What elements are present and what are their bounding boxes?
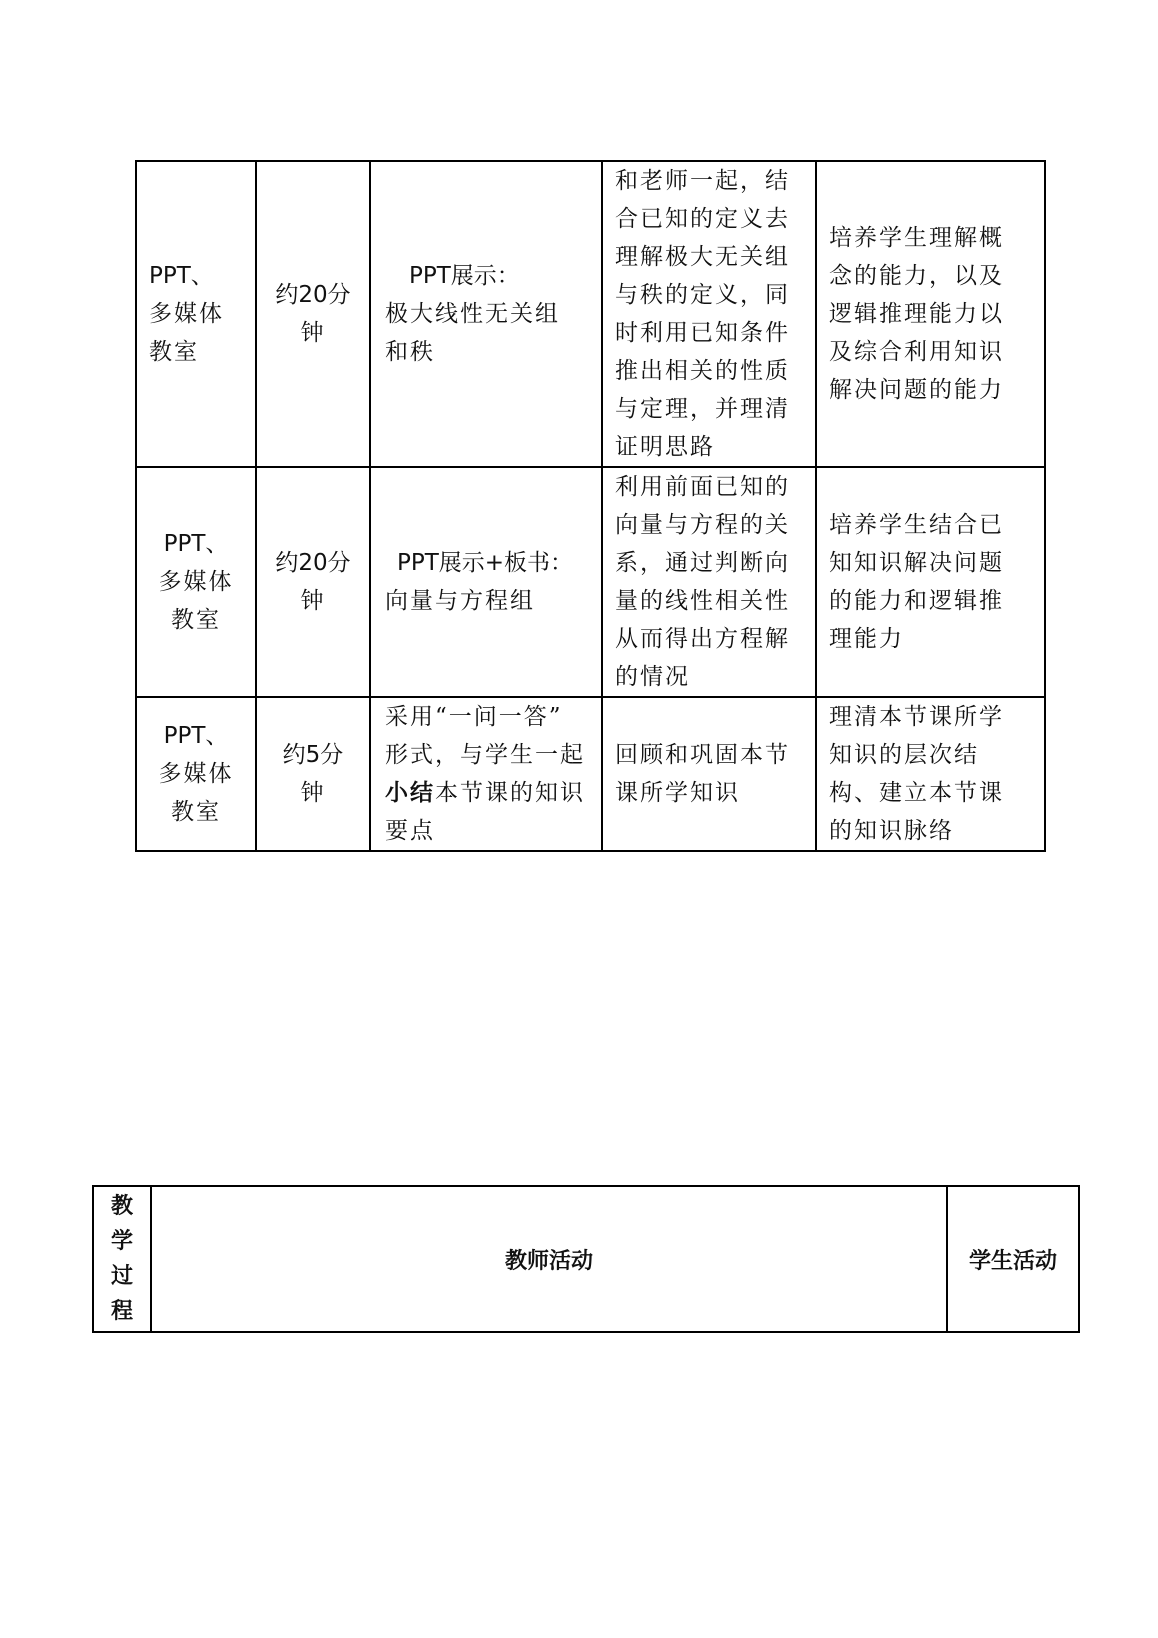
bold-keyword: 小结 bbox=[385, 779, 435, 806]
content-cell: PPT展示： 极大线性无关组 和秩 bbox=[370, 161, 602, 467]
student-activity-cell: 利用前面已知的 向量与方程的关 系，通过判断向 量的线性相关性 从而得出方程解 的情况 bbox=[602, 467, 816, 697]
time-cell: 约20分 钟 bbox=[256, 467, 370, 697]
goal-cell: 培养学生结合已 知知识解决问题 的能力和逻辑推 理能力 bbox=[816, 467, 1045, 697]
student-activity-header: 学生活动 bbox=[947, 1186, 1079, 1332]
table-row bbox=[136, 467, 1045, 697]
teaching-process-header-table bbox=[92, 1185, 1080, 1333]
content-cell: 采用“一问一答” 形式，与学生一起 小结本节课的知识 要点 bbox=[370, 697, 602, 851]
lesson-plan-table bbox=[135, 160, 1046, 852]
content-cell: PPT展示+板书： 向量与方程组 bbox=[370, 467, 602, 697]
table-row bbox=[93, 1186, 1079, 1332]
media-cell: PPT、 多媒体 教室 bbox=[136, 697, 256, 851]
teacher-activity-header: 教师活动 bbox=[151, 1186, 947, 1332]
media-cell: PPT、 多媒体 教室 bbox=[136, 467, 256, 697]
time-cell: 约20分 钟 bbox=[256, 161, 370, 467]
teaching-process-label: 教 学 过 程 bbox=[93, 1186, 151, 1332]
table-row bbox=[136, 161, 1045, 467]
goal-cell: 理清本节课所学 知识的层次结 构、建立本节课 的知识脉络 bbox=[816, 697, 1045, 851]
media-cell: PPT、 多媒体 教室 bbox=[136, 161, 256, 467]
student-activity-cell: 回顾和巩固本节 课所学知识 bbox=[602, 697, 816, 851]
goal-cell: 培养学生理解概 念的能力，以及 逻辑推理能力以 及综合利用知识 解决问题的能力 bbox=[816, 161, 1045, 467]
student-activity-cell: 和老师一起，结 合已知的定义去 理解极大无关组 与秩的定义，同 时利用已知条件 推出相关的性质 与定理，并理清 证明思路 bbox=[602, 161, 816, 467]
time-cell: 约5分 钟 bbox=[256, 697, 370, 851]
table-row bbox=[136, 697, 1045, 851]
